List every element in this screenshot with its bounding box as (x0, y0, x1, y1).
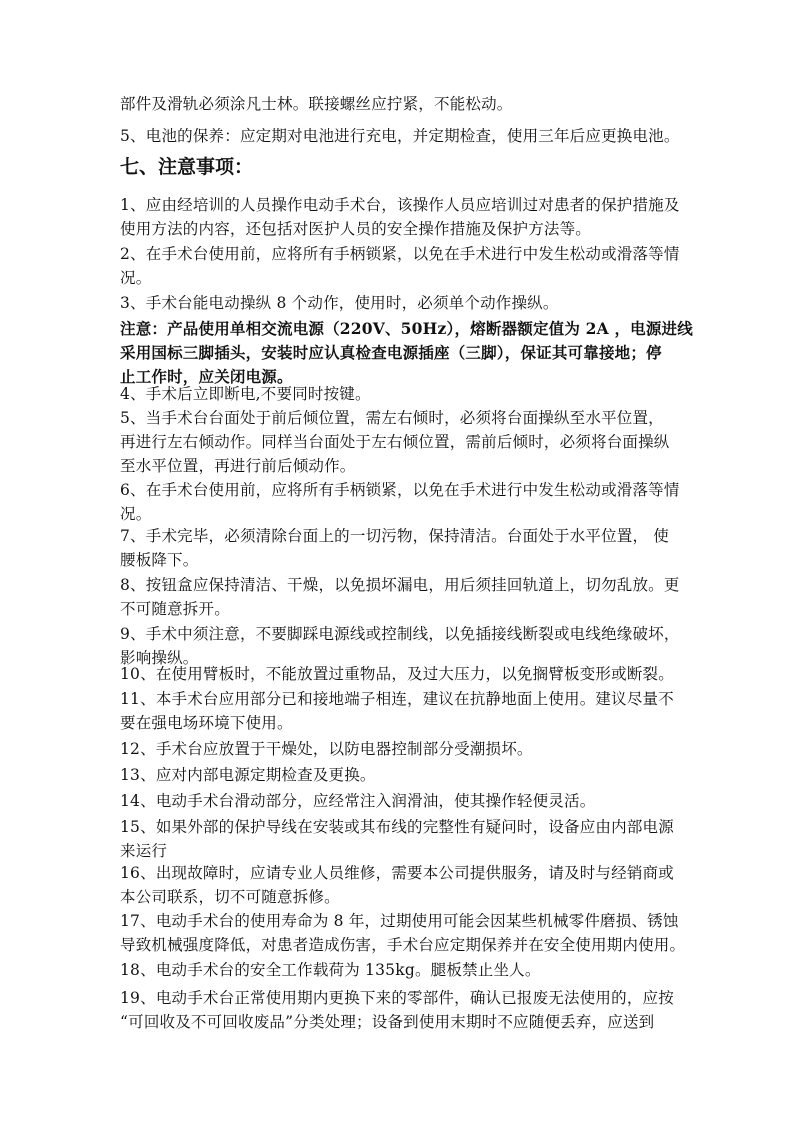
list-item: 1、应由经培训的人员操作电动手术台，该操作人员应培训过对患者的保护措施及 (120, 196, 680, 214)
list-item: 15、如果外部的保护导线在安装或其布线的完整性有疑问时，设备应由内部电源 (120, 818, 674, 836)
list-item: 14、电动手术台滑动部分，应经常注入润滑油，使其操作轻便灵活。 (120, 792, 596, 810)
warning-note: 采用国标三脚插头，安装时应认真检查电源插座（三脚），保证其可靠接地；停 (120, 343, 662, 362)
list-item: 要在强电场环境下使用。 (120, 714, 293, 732)
list-item: 9、手术中须注意，不要脚踩电源线或控制线，以免插接线断裂或电线绝缘破坏， (120, 625, 680, 643)
list-item: 13、应对内部电源定期检查及更换。 (120, 766, 376, 784)
list-item: 12、手术台应放置于干燥处，以防电器控制部分受潮损坏。 (120, 740, 533, 758)
list-item: 2、在手术台使用前，应将所有手柄锁紧，以免在手术进行中发生松动或滑落等情 (120, 245, 680, 263)
list-item: “可回收及不可回收废品”分类处理；设备到使用末期时不应随便丢弃，应送到 (120, 1013, 655, 1031)
list-item: 10、在使用臂板时，不能放置过重物品，及过大压力，以免搁臂板变形或断裂。 (120, 665, 674, 683)
section-heading: 七、注意事项： (120, 156, 254, 178)
list-item: 腰板降下。 (120, 551, 199, 569)
list-item: 来运行 (120, 842, 168, 860)
list-item: 5、电池的保养：应定期对电池进行充电，并定期检查，使用三年后应更换电池。 (120, 127, 680, 145)
list-item: 5、当手术台台面处于前后倾位置，需左右倾时，必须将台面操纵至水平位置， (120, 409, 664, 427)
list-item: 影响操纵。 (120, 649, 199, 667)
list-item: 6、在手术台使用前，应将所有手柄锁紧，以免在手术进行中发生松动或滑落等情 (120, 481, 680, 499)
list-item: 16、出现故障时，应请专业人员维修，需要本公司提供服务，请及时与经销商或 (120, 864, 674, 882)
list-item: 4、手术后立即断电,不要同时按键。 (120, 385, 371, 403)
list-item: 17、电动手术台的使用寿命为 8 年，过期使用可能会因某些机械零件磨损、锈蚀 (120, 912, 679, 930)
list-item: 况。 (120, 269, 152, 287)
list-item: 不可随意拆开。 (120, 600, 230, 618)
list-item: 3、手术台能电动操纵 8 个动作，使用时，必须单个动作操纵。 (120, 294, 559, 312)
list-item: 再进行左右倾动作。同样当台面处于左右倾位置，需前后倾时，必须将台面操纵 (120, 433, 670, 451)
list-item: 本公司联系，切不可随意拆修。 (120, 888, 340, 906)
list-item: 使用方法的内容，还包括对医护人员的安全操作措施及保护方法等。 (120, 220, 592, 238)
list-item: 8、按钮盒应保持清洁、干燥，以免损坏漏电，用后须挂回轨道上，切勿乱放。更 (120, 576, 680, 594)
list-item: 18、电动手术台的安全工作载荷为 135kg。腿板禁止坐人。 (120, 961, 541, 979)
warning-note: 止工作时，应关闭电源。 (120, 367, 293, 386)
warning-note: 注意：产品使用单相交流电源（220V、50Hz），熔断器额定值为 2A ，电源进线 (120, 319, 693, 338)
list-item: 至水平位置，再进行前后倾动作。 (120, 457, 356, 475)
list-item: 19、电动手术台正常使用期内更换下来的零部件，确认已报废无法使用的，应按 (120, 989, 674, 1007)
list-item: 11、本手术台应用部分已和接地端子相连，建议在抗静地面上使用。建议尽量不 (120, 690, 674, 708)
paragraph-line: 部件及滑轨必须涂凡士林。联接螺丝应拧紧，不能松动。 (120, 95, 513, 113)
list-item: 导致机械强度降低，对患者造成伤害，手术台应定期保养并在安全使用期内使用。 (120, 936, 686, 954)
list-item: 7、手术完毕，必须清除台面上的一切污物，保持清洁。台面处于水平位置， 使 (120, 527, 669, 545)
list-item: 况。 (120, 505, 152, 523)
